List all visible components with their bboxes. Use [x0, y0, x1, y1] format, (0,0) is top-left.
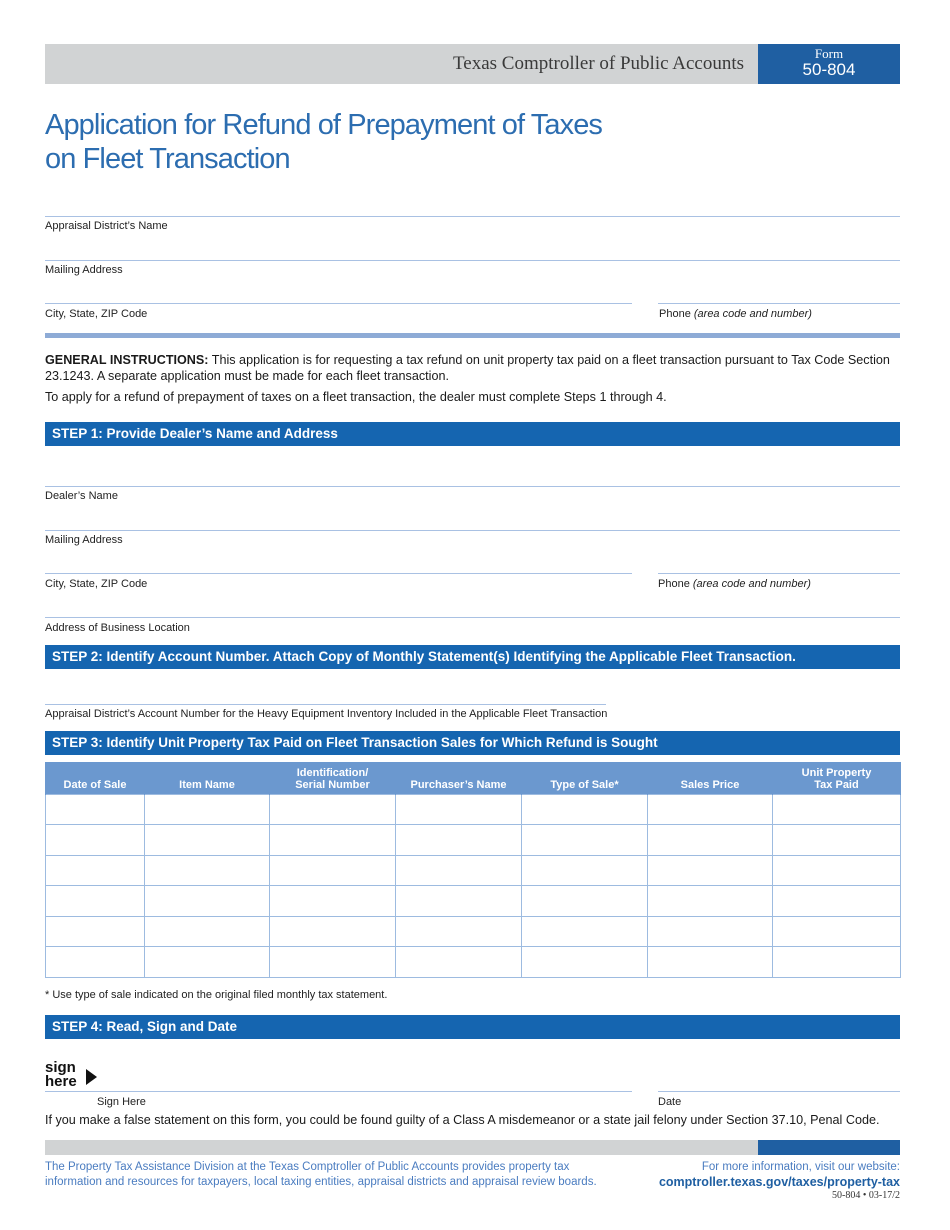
cell-item-name[interactable] — [145, 855, 270, 886]
step4-header: STEP 4: Read, Sign and Date — [45, 1015, 900, 1039]
general-instructions — [45, 353, 900, 384]
account-number-field[interactable] — [45, 704, 606, 705]
cell-purchaser-name[interactable] — [396, 916, 522, 947]
cell-type-of-sale[interactable] — [522, 825, 648, 856]
cell-sales-price[interactable] — [648, 947, 773, 978]
instructions-heading: GENERAL INSTRUCTIONS: — [45, 353, 209, 367]
cell-sales-price[interactable] — [648, 916, 773, 947]
cell-purchaser-name[interactable] — [396, 947, 522, 978]
dealer-phone-label-text: Phone — [658, 578, 690, 590]
dealer-mailing-field[interactable] — [45, 530, 900, 531]
divider — [45, 333, 900, 338]
cell-purchaser-name[interactable] — [396, 886, 522, 917]
cell-unit-property-tax[interactable] — [773, 916, 901, 947]
cell-item-name[interactable] — [145, 794, 270, 825]
cell-date-of-sale[interactable] — [46, 794, 145, 825]
cell-date-of-sale[interactable] — [46, 825, 145, 856]
phone-label-text: Phone — [659, 308, 691, 320]
table-row — [46, 855, 901, 886]
col-sales-price: Sales Price — [648, 762, 773, 794]
col-purchaser-name: Purchaser’s Name — [396, 762, 522, 794]
col-type-of-sale: Type of Sale* — [522, 762, 648, 794]
district-mailing-field[interactable] — [45, 260, 900, 261]
table-row — [46, 886, 901, 917]
cell-date-of-sale[interactable] — [46, 947, 145, 978]
footer-line-1: The Property Tax Assistance Division at the Texas Comptroller of Public Accounts provides property tax — [45, 1161, 570, 1173]
cell-serial-number[interactable] — [270, 794, 396, 825]
dealer-city-field[interactable] — [45, 573, 632, 574]
cell-unit-property-tax[interactable] — [773, 886, 901, 917]
form-number: 50-804 — [802, 60, 856, 79]
agency-name: Texas Comptroller of Public Accounts — [452, 53, 744, 74]
dealer-city-label: City, State, ZIP Code — [45, 578, 148, 590]
page-title — [45, 108, 745, 176]
step2-header: STEP 2: Identify Account Number. Attach Copy of Monthly Statement(s) Identifying the Applicable Fleet Transaction. — [45, 645, 900, 669]
sign-here-label: Sign Here — [97, 1096, 146, 1108]
cell-item-name[interactable] — [145, 825, 270, 856]
district-name-field[interactable] — [45, 216, 900, 217]
cell-serial-number[interactable] — [270, 886, 396, 917]
instructions-second: To apply for a refund of prepayment of taxes on a fleet transaction, the dealer must complete Steps 1 through 4. — [45, 390, 667, 404]
instructions-body: This application is for requesting a tax refund on unit property tax paid on a fleet transaction pursuant to Tax Code Section 23.1243. A separate application must be made for each fleet transaction. — [45, 353, 890, 383]
dealer-phone-hint: (area code and number) — [692, 578, 811, 590]
dealer-name-field[interactable] — [45, 486, 900, 487]
cell-unit-property-tax[interactable] — [773, 825, 901, 856]
form-word: Form — [814, 46, 844, 61]
dealer-mailing-label: Mailing Address — [45, 534, 123, 546]
cell-type-of-sale[interactable] — [522, 886, 648, 917]
business-location-field[interactable] — [45, 617, 900, 618]
cell-item-name[interactable] — [145, 916, 270, 947]
table-row — [46, 794, 901, 825]
title-line-2: on Fleet Transaction — [45, 143, 290, 175]
district-mailing-label: Mailing Address — [45, 264, 123, 276]
cell-type-of-sale[interactable] — [522, 916, 648, 947]
date-label: Date — [658, 1096, 682, 1108]
cell-purchaser-name[interactable] — [396, 825, 522, 856]
cell-type-of-sale[interactable] — [522, 855, 648, 886]
district-city-field[interactable] — [45, 303, 632, 304]
step3-header: STEP 3: Identify Unit Property Tax Paid on Fleet Transaction Sales for Which Refund is Sought — [45, 731, 900, 755]
cell-serial-number[interactable] — [270, 916, 396, 947]
dealer-name-label: Dealer’s Name — [45, 490, 118, 502]
footer-bar-accent — [758, 1140, 900, 1155]
cell-item-name[interactable] — [145, 947, 270, 978]
signature-field[interactable] — [45, 1091, 632, 1092]
account-number-label: Appraisal District’s Account Number for the Heavy Equipment Inventory Included in the Applicable Fleet Transaction — [45, 708, 608, 720]
table-row — [46, 916, 901, 947]
cell-unit-property-tax[interactable] — [773, 855, 901, 886]
footer-website — [659, 1160, 900, 1191]
cell-date-of-sale[interactable] — [46, 855, 145, 886]
dealer-phone-label — [658, 578, 811, 590]
header-bar — [45, 44, 758, 84]
business-location-label: Address of Business Location — [45, 622, 190, 634]
website-link[interactable]: comptroller.texas.gov/taxes/property-tax — [658, 1175, 900, 1189]
cell-type-of-sale[interactable] — [522, 947, 648, 978]
footer-website-intro: For more information, visit our website: — [701, 1161, 900, 1173]
false-statement-warning: If you make a false statement on this form, you could be found guilty of a Class A misdemeanor or a state jail felony under Section 37.10, Penal Code. — [45, 1113, 880, 1127]
cell-sales-price[interactable] — [648, 855, 773, 886]
cell-unit-property-tax[interactable] — [773, 794, 901, 825]
cell-serial-number[interactable] — [270, 947, 396, 978]
cell-serial-number[interactable] — [270, 855, 396, 886]
form-number-box — [758, 44, 900, 84]
arrow-right-icon — [86, 1069, 97, 1085]
district-city-label: City, State, ZIP Code — [45, 308, 148, 320]
footer-line-2: information and resources for taxpayers, local taxing entities, appraisal districts and appraisal review boards. — [45, 1176, 597, 1188]
cell-type-of-sale[interactable] — [522, 794, 648, 825]
cell-unit-property-tax[interactable] — [773, 947, 901, 978]
sales-table — [45, 762, 901, 978]
cell-sales-price[interactable] — [648, 886, 773, 917]
col-date-of-sale: Date of Sale — [46, 762, 145, 794]
cell-date-of-sale[interactable] — [46, 916, 145, 947]
district-phone-label — [659, 308, 812, 320]
here-word: here — [45, 1073, 77, 1090]
cell-purchaser-name[interactable] — [396, 855, 522, 886]
step1-header: STEP 1: Provide Dealer’s Name and Address — [45, 422, 900, 446]
table-header-row — [46, 762, 901, 794]
col-item-name: Item Name — [145, 762, 270, 794]
form-revision-code: 50-804 • 03-17/2 — [832, 1190, 900, 1201]
district-name-label: Appraisal District’s Name — [45, 220, 168, 232]
date-field[interactable] — [658, 1091, 900, 1092]
cell-sales-price[interactable] — [648, 825, 773, 856]
dealer-phone-field[interactable] — [658, 573, 900, 574]
table-row — [46, 825, 901, 856]
district-phone-field[interactable] — [658, 303, 900, 304]
cell-sales-price[interactable] — [648, 794, 773, 825]
col-unit-property-tax: Unit Property Tax Paid — [773, 762, 901, 794]
cell-purchaser-name[interactable] — [396, 794, 522, 825]
phone-hint: (area code and number) — [693, 308, 812, 320]
cell-item-name[interactable] — [145, 886, 270, 917]
footer-description — [45, 1160, 605, 1190]
type-of-sale-footnote: * Use type of sale indicated on the original filed monthly tax statement. — [45, 989, 388, 1001]
cell-date-of-sale[interactable] — [46, 886, 145, 917]
title-line-1: Application for Refund of Prepayment of Taxes — [45, 109, 603, 141]
cell-serial-number[interactable] — [270, 825, 396, 856]
col-serial-number: Identification/ Serial Number — [270, 762, 396, 794]
sign-word: sign — [45, 1059, 76, 1076]
table-row — [46, 947, 901, 978]
footer-bar — [45, 1140, 758, 1155]
